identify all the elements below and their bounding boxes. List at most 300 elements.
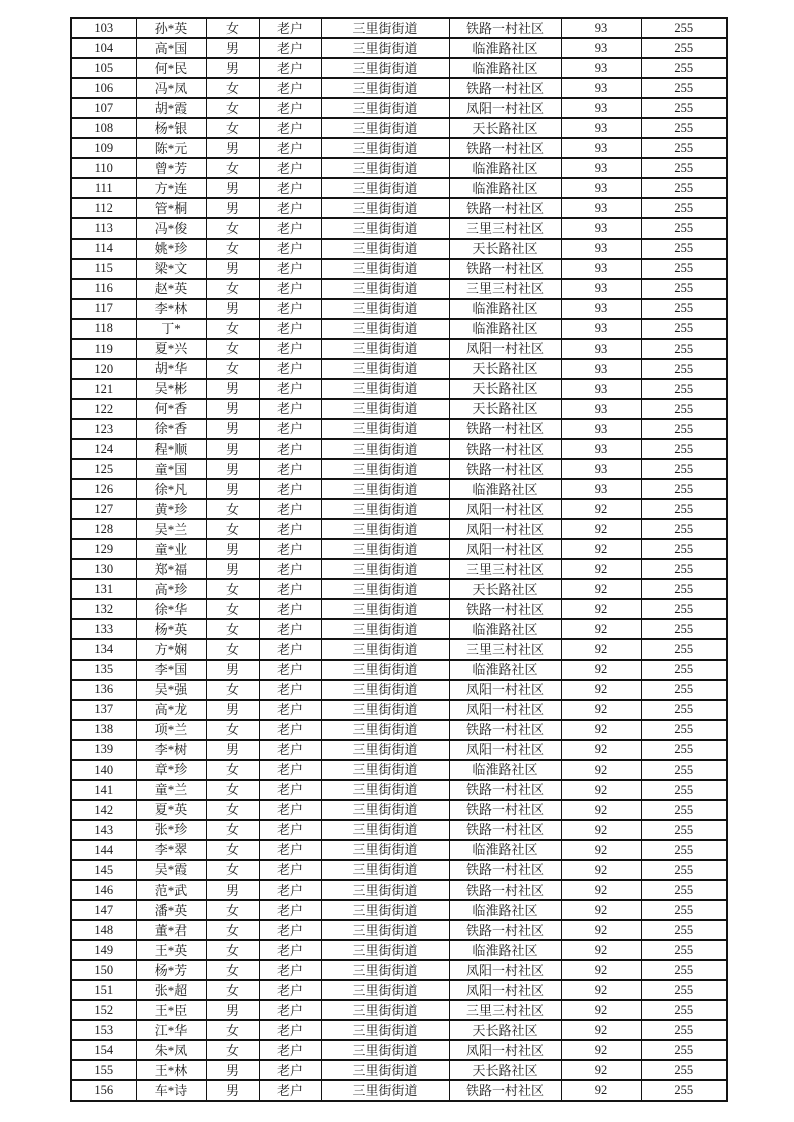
cell-score: 92: [561, 740, 641, 760]
cell-household-type: 老户: [259, 359, 321, 379]
cell-amount: 255: [641, 359, 727, 379]
cell-name: 丁*: [136, 319, 206, 339]
cell-name: 杨*芳: [136, 960, 206, 980]
cell-street: 三里街街道: [321, 198, 449, 218]
cell-name: 郑*福: [136, 559, 206, 579]
cell-household-type: 老户: [259, 399, 321, 419]
cell-household-type: 老户: [259, 780, 321, 800]
cell-household-type: 老户: [259, 299, 321, 319]
cell-name: 何*香: [136, 399, 206, 419]
cell-household-type: 老户: [259, 319, 321, 339]
cell-amount: 255: [641, 579, 727, 599]
cell-name: 程*顺: [136, 439, 206, 459]
cell-household-type: 老户: [259, 1020, 321, 1040]
cell-name: 吴*兰: [136, 519, 206, 539]
cell-gender: 女: [206, 800, 259, 820]
cell-name: 高*龙: [136, 700, 206, 720]
cell-score: 92: [561, 880, 641, 900]
cell-score: 92: [561, 800, 641, 820]
cell-score: 92: [561, 1040, 641, 1060]
cell-score: 93: [561, 218, 641, 238]
cell-amount: 255: [641, 239, 727, 259]
table-row: [71, 439, 727, 459]
cell-community: 凤阳一村社区: [449, 1040, 561, 1060]
cell-index: 156: [71, 1080, 136, 1101]
cell-amount: 255: [641, 960, 727, 980]
table-row: [71, 198, 727, 218]
cell-street: 三里街街道: [321, 38, 449, 58]
cell-index: 113: [71, 218, 136, 238]
cell-index: 148: [71, 920, 136, 940]
cell-community: 临淮路社区: [449, 158, 561, 178]
cell-household-type: 老户: [259, 660, 321, 680]
cell-household-type: 老户: [259, 58, 321, 78]
cell-index: 123: [71, 419, 136, 439]
cell-household-type: 老户: [259, 499, 321, 519]
table-row: [71, 599, 727, 619]
cell-street: 三里街街道: [321, 740, 449, 760]
cell-gender: 男: [206, 1080, 259, 1101]
cell-amount: 255: [641, 980, 727, 1000]
cell-score: 93: [561, 419, 641, 439]
table-row: [71, 178, 727, 198]
cell-gender: 女: [206, 820, 259, 840]
cell-amount: 255: [641, 1000, 727, 1020]
cell-gender: 女: [206, 860, 259, 880]
cell-street: 三里街街道: [321, 579, 449, 599]
cell-amount: 255: [641, 218, 727, 238]
cell-community: 凤阳一村社区: [449, 499, 561, 519]
cell-gender: 女: [206, 680, 259, 700]
cell-gender: 女: [206, 840, 259, 860]
cell-gender: 女: [206, 1020, 259, 1040]
cell-household-type: 老户: [259, 1080, 321, 1101]
table-row: [71, 58, 727, 78]
cell-community: 临淮路社区: [449, 760, 561, 780]
cell-street: 三里街街道: [321, 960, 449, 980]
cell-index: 126: [71, 479, 136, 499]
table-row: [71, 38, 727, 58]
cell-name: 曾*芳: [136, 158, 206, 178]
cell-community: 天长路社区: [449, 359, 561, 379]
cell-street: 三里街街道: [321, 18, 449, 38]
table-row: [71, 660, 727, 680]
cell-community: 临淮路社区: [449, 319, 561, 339]
cell-score: 92: [561, 680, 641, 700]
cell-name: 范*武: [136, 880, 206, 900]
cell-index: 109: [71, 138, 136, 158]
cell-index: 105: [71, 58, 136, 78]
cell-gender: 男: [206, 178, 259, 198]
cell-score: 92: [561, 940, 641, 960]
cell-amount: 255: [641, 439, 727, 459]
cell-score: 93: [561, 439, 641, 459]
cell-gender: 女: [206, 960, 259, 980]
cell-amount: 255: [641, 78, 727, 98]
table-body: [71, 18, 727, 1101]
cell-community: 凤阳一村社区: [449, 700, 561, 720]
cell-name: 潘*英: [136, 900, 206, 920]
cell-name: 徐*凡: [136, 479, 206, 499]
cell-index: 144: [71, 840, 136, 860]
cell-name: 董*君: [136, 920, 206, 940]
cell-community: 铁路一村社区: [449, 18, 561, 38]
cell-gender: 女: [206, 579, 259, 599]
cell-street: 三里街街道: [321, 479, 449, 499]
cell-index: 133: [71, 619, 136, 639]
cell-amount: 255: [641, 1060, 727, 1080]
cell-amount: 255: [641, 178, 727, 198]
cell-street: 三里街街道: [321, 299, 449, 319]
cell-name: 江*华: [136, 1020, 206, 1040]
cell-community: 铁路一村社区: [449, 419, 561, 439]
cell-score: 92: [561, 660, 641, 680]
table-row: [71, 840, 727, 860]
table-row: [71, 900, 727, 920]
cell-index: 151: [71, 980, 136, 1000]
cell-household-type: 老户: [259, 860, 321, 880]
cell-street: 三里街街道: [321, 820, 449, 840]
cell-amount: 255: [641, 58, 727, 78]
cell-gender: 女: [206, 619, 259, 639]
cell-household-type: 老户: [259, 940, 321, 960]
cell-gender: 男: [206, 259, 259, 279]
cell-community: 凤阳一村社区: [449, 539, 561, 559]
cell-amount: 255: [641, 760, 727, 780]
cell-score: 92: [561, 1020, 641, 1040]
cell-name: 方*连: [136, 178, 206, 198]
cell-amount: 255: [641, 279, 727, 299]
cell-gender: 男: [206, 38, 259, 58]
cell-amount: 255: [641, 198, 727, 218]
cell-household-type: 老户: [259, 1040, 321, 1060]
cell-community: 凤阳一村社区: [449, 740, 561, 760]
table-row: [71, 98, 727, 118]
cell-index: 121: [71, 379, 136, 399]
cell-name: 王*英: [136, 940, 206, 960]
cell-household-type: 老户: [259, 559, 321, 579]
cell-household-type: 老户: [259, 900, 321, 920]
cell-index: 127: [71, 499, 136, 519]
table-row: [71, 579, 727, 599]
cell-household-type: 老户: [259, 700, 321, 720]
cell-community: 铁路一村社区: [449, 1080, 561, 1101]
cell-gender: 女: [206, 780, 259, 800]
cell-index: 137: [71, 700, 136, 720]
cell-community: 临淮路社区: [449, 178, 561, 198]
cell-score: 92: [561, 1080, 641, 1101]
cell-amount: 255: [641, 299, 727, 319]
cell-street: 三里街街道: [321, 98, 449, 118]
cell-amount: 255: [641, 1080, 727, 1101]
cell-community: 三里三村社区: [449, 559, 561, 579]
cell-name: 李*林: [136, 299, 206, 319]
cell-amount: 255: [641, 319, 727, 339]
cell-gender: 女: [206, 760, 259, 780]
cell-amount: 255: [641, 399, 727, 419]
table-row: [71, 118, 727, 138]
cell-community: 三里三村社区: [449, 218, 561, 238]
resident-roster-table: [70, 17, 728, 1102]
cell-index: 125: [71, 459, 136, 479]
cell-street: 三里街街道: [321, 399, 449, 419]
cell-community: 凤阳一村社区: [449, 980, 561, 1000]
table-row: [71, 319, 727, 339]
cell-gender: 男: [206, 419, 259, 439]
cell-index: 155: [71, 1060, 136, 1080]
cell-score: 92: [561, 920, 641, 940]
cell-index: 146: [71, 880, 136, 900]
cell-score: 92: [561, 559, 641, 579]
cell-score: 92: [561, 700, 641, 720]
cell-community: 凤阳一村社区: [449, 98, 561, 118]
table-row: [71, 299, 727, 319]
table-row: [71, 960, 727, 980]
cell-street: 三里街街道: [321, 780, 449, 800]
cell-amount: 255: [641, 780, 727, 800]
cell-community: 铁路一村社区: [449, 599, 561, 619]
cell-index: 154: [71, 1040, 136, 1060]
cell-community: 凤阳一村社区: [449, 519, 561, 539]
table-row: [71, 419, 727, 439]
cell-index: 135: [71, 660, 136, 680]
cell-name: 管*桐: [136, 198, 206, 218]
cell-household-type: 老户: [259, 579, 321, 599]
table-row: [71, 138, 727, 158]
cell-name: 童*兰: [136, 780, 206, 800]
cell-score: 92: [561, 820, 641, 840]
cell-amount: 255: [641, 379, 727, 399]
table-row: [71, 980, 727, 1000]
cell-gender: 男: [206, 1000, 259, 1020]
cell-amount: 255: [641, 740, 727, 760]
cell-community: 三里三村社区: [449, 1000, 561, 1020]
cell-gender: 女: [206, 118, 259, 138]
cell-amount: 255: [641, 98, 727, 118]
cell-community: 临淮路社区: [449, 38, 561, 58]
cell-name: 车*诗: [136, 1080, 206, 1101]
cell-community: 铁路一村社区: [449, 78, 561, 98]
cell-index: 104: [71, 38, 136, 58]
cell-street: 三里街街道: [321, 700, 449, 720]
cell-household-type: 老户: [259, 198, 321, 218]
cell-index: 141: [71, 780, 136, 800]
cell-community: 临淮路社区: [449, 58, 561, 78]
cell-index: 111: [71, 178, 136, 198]
cell-community: 铁路一村社区: [449, 459, 561, 479]
cell-name: 夏*英: [136, 800, 206, 820]
cell-street: 三里街街道: [321, 1000, 449, 1020]
table-row: [71, 539, 727, 559]
cell-household-type: 老户: [259, 820, 321, 840]
cell-score: 92: [561, 539, 641, 559]
cell-street: 三里街街道: [321, 359, 449, 379]
table-row: [71, 820, 727, 840]
cell-amount: 255: [641, 860, 727, 880]
cell-index: 153: [71, 1020, 136, 1040]
cell-name: 项*兰: [136, 720, 206, 740]
cell-gender: 女: [206, 319, 259, 339]
cell-score: 93: [561, 459, 641, 479]
table-row: [71, 459, 727, 479]
cell-gender: 女: [206, 218, 259, 238]
cell-street: 三里街街道: [321, 319, 449, 339]
cell-community: 天长路社区: [449, 579, 561, 599]
cell-amount: 255: [641, 599, 727, 619]
cell-score: 93: [561, 479, 641, 499]
cell-household-type: 老户: [259, 218, 321, 238]
cell-gender: 男: [206, 660, 259, 680]
cell-community: 天长路社区: [449, 239, 561, 259]
cell-community: 临淮路社区: [449, 299, 561, 319]
table-row: [71, 920, 727, 940]
cell-street: 三里街街道: [321, 599, 449, 619]
cell-street: 三里街街道: [321, 559, 449, 579]
cell-gender: 女: [206, 339, 259, 359]
cell-community: 铁路一村社区: [449, 259, 561, 279]
cell-amount: 255: [641, 519, 727, 539]
cell-street: 三里街街道: [321, 920, 449, 940]
cell-index: 122: [71, 399, 136, 419]
cell-amount: 255: [641, 1020, 727, 1040]
cell-household-type: 老户: [259, 740, 321, 760]
cell-name: 何*民: [136, 58, 206, 78]
cell-index: 107: [71, 98, 136, 118]
table-row: [71, 800, 727, 820]
cell-street: 三里街街道: [321, 1080, 449, 1101]
table-row: [71, 499, 727, 519]
cell-gender: 女: [206, 900, 259, 920]
cell-street: 三里街街道: [321, 118, 449, 138]
cell-name: 童*国: [136, 459, 206, 479]
table-row: [71, 399, 727, 419]
cell-gender: 男: [206, 740, 259, 760]
cell-household-type: 老户: [259, 439, 321, 459]
cell-amount: 255: [641, 118, 727, 138]
cell-street: 三里街街道: [321, 760, 449, 780]
cell-gender: 女: [206, 78, 259, 98]
cell-score: 93: [561, 58, 641, 78]
cell-street: 三里街街道: [321, 840, 449, 860]
cell-index: 130: [71, 559, 136, 579]
cell-score: 93: [561, 299, 641, 319]
cell-household-type: 老户: [259, 479, 321, 499]
cell-street: 三里街街道: [321, 218, 449, 238]
cell-index: 149: [71, 940, 136, 960]
cell-index: 139: [71, 740, 136, 760]
cell-street: 三里街街道: [321, 339, 449, 359]
cell-score: 93: [561, 319, 641, 339]
cell-name: 冯*凤: [136, 78, 206, 98]
cell-household-type: 老户: [259, 98, 321, 118]
cell-amount: 255: [641, 499, 727, 519]
cell-amount: 255: [641, 800, 727, 820]
cell-gender: 女: [206, 499, 259, 519]
cell-score: 93: [561, 98, 641, 118]
cell-gender: 女: [206, 239, 259, 259]
cell-household-type: 老户: [259, 1000, 321, 1020]
cell-gender: 女: [206, 158, 259, 178]
cell-name: 童*业: [136, 539, 206, 559]
cell-gender: 女: [206, 980, 259, 1000]
cell-name: 高*珍: [136, 579, 206, 599]
cell-street: 三里街街道: [321, 860, 449, 880]
cell-gender: 男: [206, 379, 259, 399]
cell-household-type: 老户: [259, 239, 321, 259]
cell-household-type: 老户: [259, 1060, 321, 1080]
cell-amount: 255: [641, 619, 727, 639]
cell-household-type: 老户: [259, 178, 321, 198]
cell-amount: 255: [641, 700, 727, 720]
cell-index: 138: [71, 720, 136, 740]
cell-street: 三里街街道: [321, 138, 449, 158]
cell-score: 92: [561, 519, 641, 539]
cell-amount: 255: [641, 820, 727, 840]
cell-household-type: 老户: [259, 38, 321, 58]
table-row: [71, 259, 727, 279]
cell-score: 92: [561, 599, 641, 619]
cell-gender: 男: [206, 479, 259, 499]
cell-score: 93: [561, 279, 641, 299]
cell-name: 吴*彬: [136, 379, 206, 399]
cell-community: 天长路社区: [449, 1020, 561, 1040]
cell-community: 凤阳一村社区: [449, 339, 561, 359]
table-row: [71, 780, 727, 800]
cell-index: 132: [71, 599, 136, 619]
cell-gender: 男: [206, 559, 259, 579]
cell-household-type: 老户: [259, 619, 321, 639]
cell-name: 王*林: [136, 1060, 206, 1080]
cell-community: 铁路一村社区: [449, 800, 561, 820]
cell-name: 张*珍: [136, 820, 206, 840]
cell-household-type: 老户: [259, 980, 321, 1000]
cell-score: 93: [561, 399, 641, 419]
cell-household-type: 老户: [259, 960, 321, 980]
cell-gender: 女: [206, 519, 259, 539]
table-row: [71, 158, 727, 178]
cell-amount: 255: [641, 138, 727, 158]
cell-name: 姚*珍: [136, 239, 206, 259]
cell-household-type: 老户: [259, 279, 321, 299]
cell-street: 三里街街道: [321, 660, 449, 680]
cell-household-type: 老户: [259, 539, 321, 559]
cell-score: 92: [561, 960, 641, 980]
cell-amount: 255: [641, 880, 727, 900]
cell-score: 92: [561, 780, 641, 800]
cell-community: 铁路一村社区: [449, 920, 561, 940]
table-row: [71, 880, 727, 900]
cell-street: 三里街街道: [321, 78, 449, 98]
cell-household-type: 老户: [259, 599, 321, 619]
cell-score: 93: [561, 38, 641, 58]
cell-community: 铁路一村社区: [449, 860, 561, 880]
cell-gender: 女: [206, 1040, 259, 1060]
cell-community: 凤阳一村社区: [449, 680, 561, 700]
cell-street: 三里街街道: [321, 259, 449, 279]
cell-community: 三里三村社区: [449, 639, 561, 659]
cell-name: 夏*兴: [136, 339, 206, 359]
cell-name: 杨*英: [136, 619, 206, 639]
table-row: [71, 1080, 727, 1101]
cell-community: 铁路一村社区: [449, 720, 561, 740]
cell-score: 93: [561, 18, 641, 38]
cell-household-type: 老户: [259, 379, 321, 399]
table-row: [71, 559, 727, 579]
cell-index: 136: [71, 680, 136, 700]
cell-amount: 255: [641, 639, 727, 659]
cell-score: 93: [561, 178, 641, 198]
cell-street: 三里街街道: [321, 940, 449, 960]
